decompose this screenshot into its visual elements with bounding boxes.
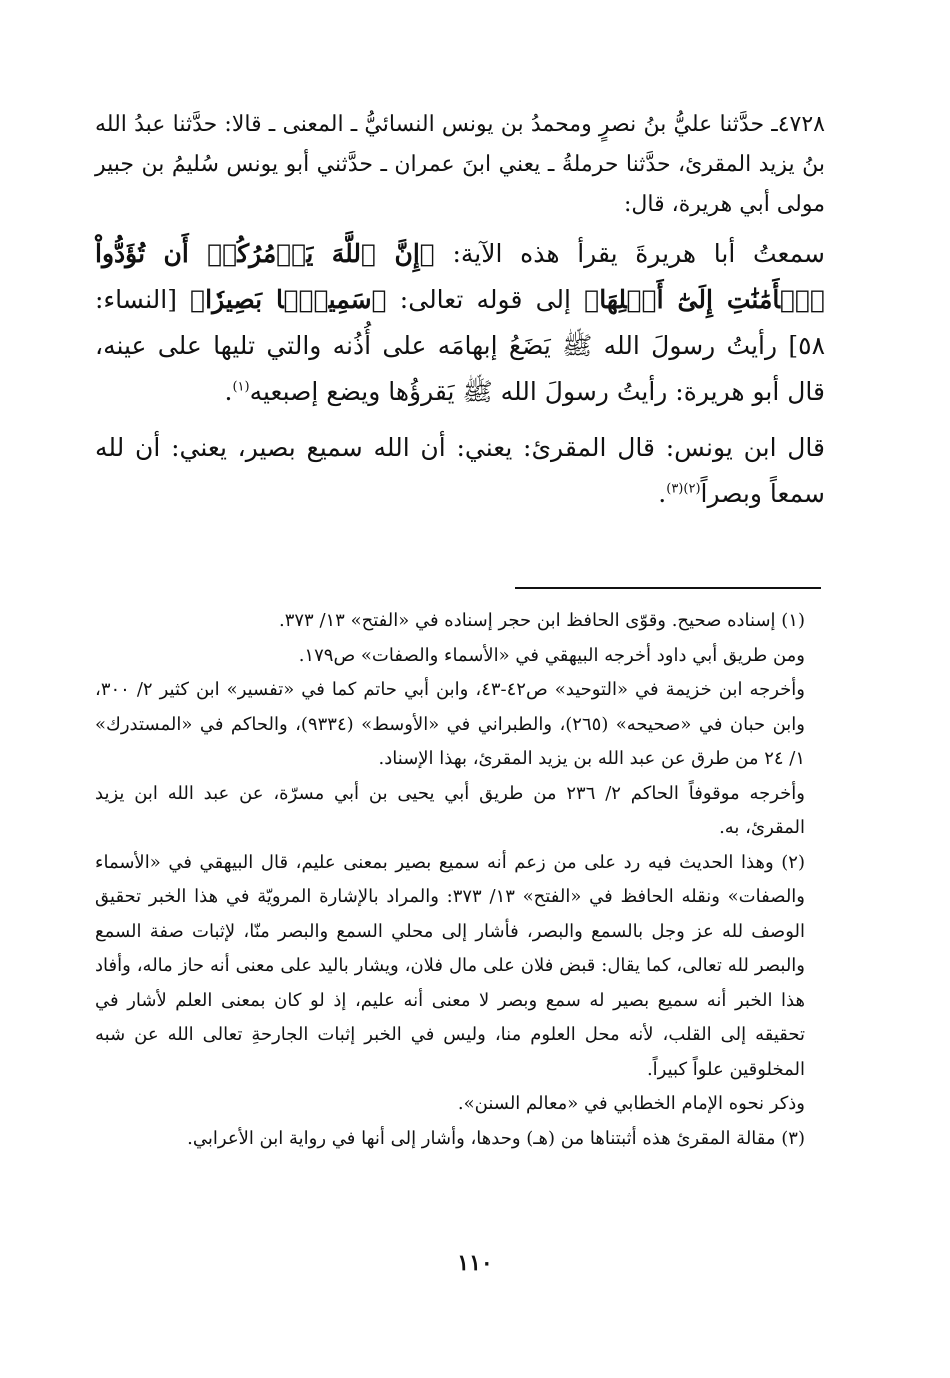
matn-end: [النساء: ٥٨] رأيتُ رسولَ الله ﷺ يَضَعُ إبهامَه على أُذُنه والتي تليها على عينه، قال أبو هريرة: رأيتُ رسولَ الله ﷺ يَقرؤُها ويضع إصبعيه <box>95 285 825 406</box>
quran-verse-2: ﴿سَمِيعَۢا بَصِيرٗا﴾ <box>190 285 387 314</box>
hadith-body <box>95 105 825 517</box>
footnote-1-d: وأخرجه موقوفاً الحاكم ٢/ ٢٣٦ من طريق أبي يحيى بن أبي مسرّة، عن عبد الله ابن يزيد المقرئ، به. <box>95 782 806 838</box>
footnote-ref-2-3: (٢)(٣) <box>666 481 701 497</box>
page-number: ١١٠ <box>457 1250 493 1276</box>
commentary-tail: . <box>658 479 667 508</box>
footnote-2-a: (٢) وهذا الحديث فيه رد على من زعم أنه سميع بصير بمعنى عليم، قال البيهقي في «الأسماء والصفات» ونقله الحافظ في «الفتح» ١٣/ ٣٧٣: والمراد بالإشارة المرويّة في هذا الخبر تحقيق الوصف لله عز وجل بالسمع والبصر، فأشار إلى محلي السمع والبصر منّا، لإثبات صفة السمع والبصر لله تعالى، كما يقال: قبض فلان على مال فلان، ويشار باليد على معنى أنه حاز ماله، وأفاد هذا الخبر أنه سميع بصير له سمع وبصر لا معنى أنه عليم، إذ لو كان بمعنى العلم لأشار في تحقيقه إلى القلب، لأنه محل العلوم منا، وليس في الخبر إثبات الجارحةِ تعالى الله عن شبه المخلوقين علواً كبيراً. <box>95 851 805 1080</box>
footnote-1-b: ومن طريق أبي داود أخرجه البيهقي في «الأسماء والصفات» ص١٧٩. <box>298 644 805 666</box>
commentary-paragraph <box>95 425 825 517</box>
hadith-isnad-paragraph: ٤٧٢٨ـ حدَّثنا عليُّ بنُ نصرٍ ومحمدُ بن يونس النسائيُّ ـ المعنى ـ قالا: حدَّثنا عبدُ الله بنُ يزيد المقرئ، حدَّثنا حرملةُ ـ يعني ابنَ عمران ـ حدَّثني أبو يونس سُليمُ بن جبير مولى أبي هريرة، قال: <box>95 112 825 217</box>
matn-tail: . <box>224 377 233 406</box>
matn-intro: سمعتُ أبا هريرةَ يقرأ هذه الآية: <box>434 239 825 268</box>
footnote-2-b: وذكر نحوه الإمام الخطابي في «معالم السنن». <box>457 1093 805 1114</box>
footnote-separator <box>515 587 821 589</box>
commentary-text: قال ابن يونس: قال المقرئ: يعني: أن الله سميع بصير، يعني: أن لله سمعاً وبصراً <box>95 433 825 508</box>
footnote-ref-1: (١) <box>232 379 250 395</box>
hadith-matn-paragraph <box>95 231 825 415</box>
footnotes <box>95 604 823 1156</box>
matn-mid: إلى قوله تعالى: <box>386 285 585 314</box>
quran-verse-1: ﴿إِنَّ ٱللَّهَ يَأۡمُرُكُمۡ أَن تُؤَدُّواْ ٱلۡأَمَٰنَٰتِ إِلَىٰٓ أَهۡلِهَا﴾ <box>95 239 825 314</box>
footnote-3: (٣) مقالة المقرئ هذه أثبتناها من (هـ) وحدها، وأشار إلى أنها في رواية ابن الأعرابي. <box>187 1127 805 1149</box>
footnote-1-c: وأخرجه ابن خزيمة في «التوحيد» ص٤٢-٤٣، وابن أبي حاتم كما في «تفسير» ابن كثير ٢/ ٣٠٠، وابن حبان في «صحيحه» (٢٦٥)، والطبراني في «الأوسط» (٩٣٣٤)، والحاكم في «المستدرك» ١/ ٢٤ من طرق عن عبد الله بن يزيد المقرئ، بهذا الإسناد. <box>95 679 805 769</box>
footnote-1-a: (١) إسناده صحيح. وقوّى الحافظ ابن حجر إسناده في «الفتح» ١٣/ ٣٧٣. <box>278 610 805 631</box>
